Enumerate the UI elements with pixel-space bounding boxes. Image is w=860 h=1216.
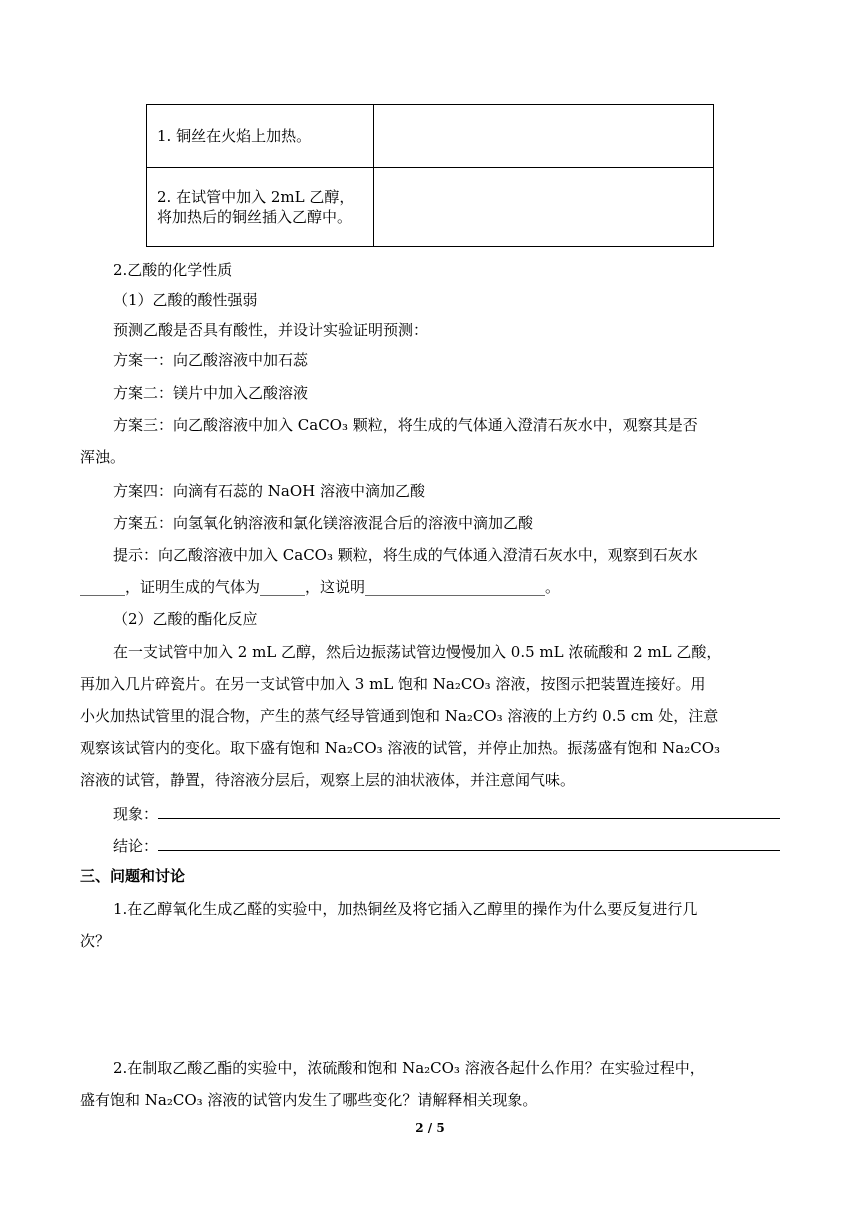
ester-paragraph-line-5: 溶液的试管，静置，待溶液分层后，观察上层的油状液体，并注意闻气味。 <box>80 771 576 789</box>
plan-1: 方案一：向乙酸溶液中加石蕊 <box>113 351 309 369</box>
section-title-questions: 三、问题和讨论 <box>80 867 186 885</box>
question-2-line-2: 盛有饱和 Na₂CO₃ 溶液的试管内发生了哪些变化？请解释相关现象。 <box>80 1091 538 1109</box>
phenomenon-blank <box>158 802 780 819</box>
table-cell-result <box>374 168 714 247</box>
subsection-title-esterification: （2）乙酸的酯化反应 <box>113 610 258 628</box>
plan-5: 方案五：向氢氧化钠溶液和氯化镁溶液混合后的溶液中滴加乙酸 <box>113 514 534 532</box>
section-title-acetic-acid: 2.乙酸的化学性质 <box>113 261 233 279</box>
conclusion-blank <box>158 834 780 851</box>
experiment-table <box>146 104 714 247</box>
prediction-text: 预测乙酸是否具有酸性，并设计实验证明预测： <box>113 321 429 339</box>
question-1-line-2: 次？ <box>80 932 111 950</box>
ester-paragraph-line-3: 小火加热试管里的混合物，产生的蒸气经导管通到饱和 Na₂CO₃ 溶液的上方约 0.5 cm 处，注意 <box>80 707 719 725</box>
plan-3-line-2: 浑浊。 <box>80 448 126 466</box>
hint-line-2: ______，证明生成的气体为______，这说明________________________。 <box>80 578 561 596</box>
plan-3-line-1: 方案三：向乙酸溶液中加入 CaCO₃ 颗粒，将生成的气体通入澄清石灰水中，观察其是否 <box>113 416 698 434</box>
ester-paragraph-line-1: 在一支试管中加入 2 mL 乙醇，然后边振荡试管边慢慢加入 0.5 mL 浓硫酸和 2 mL 乙酸， <box>113 643 722 661</box>
table-cell-result <box>374 105 714 168</box>
ester-paragraph-line-2: 再加入几片碎瓷片。在另一支试管中加入 3 mL 饱和 Na₂CO₃ 溶液，按图示把装置连接好。用 <box>80 675 706 693</box>
table-row <box>147 168 714 247</box>
phenomenon-row <box>113 802 780 824</box>
subsection-title-acidity: （1）乙酸的酸性强弱 <box>113 291 258 309</box>
question-1-line-1: 1.在乙醇氧化生成乙醛的实验中，加热铜丝及将它插入乙醇里的操作为什么要反复进行几 <box>113 900 698 918</box>
table-cell-step: 1. 铜丝在火焰上加热。 <box>147 105 374 168</box>
plan-2: 方案二：镁片中加入乙酸溶液 <box>113 384 309 402</box>
plan-4: 方案四：向滴有石蕊的 NaOH 溶液中滴加乙酸 <box>113 482 425 500</box>
conclusion-row <box>113 834 780 856</box>
table-row <box>147 105 714 168</box>
conclusion-label: 结论： <box>113 837 159 855</box>
table-cell-step: 2. 在试管中加入 2mL 乙醇，将加热后的铜丝插入乙醇中。 <box>147 168 374 247</box>
phenomenon-label: 现象： <box>113 805 159 823</box>
hint-line-1: 提示：向乙酸溶液中加入 CaCO₃ 颗粒，将生成的气体通入澄清石灰水中，观察到石灰水 <box>113 546 698 564</box>
page-number: 2 / 5 <box>415 1121 445 1135</box>
ester-paragraph-line-4: 观察该试管内的变化。取下盛有饱和 Na₂CO₃ 溶液的试管，并停止加热。振荡盛有饱和 Na₂CO₃ <box>80 739 721 757</box>
question-2-line-1: 2.在制取乙酸乙酯的实验中，浓硫酸和饱和 Na₂CO₃ 溶液各起什么作用？在实验过程中， <box>113 1059 705 1077</box>
